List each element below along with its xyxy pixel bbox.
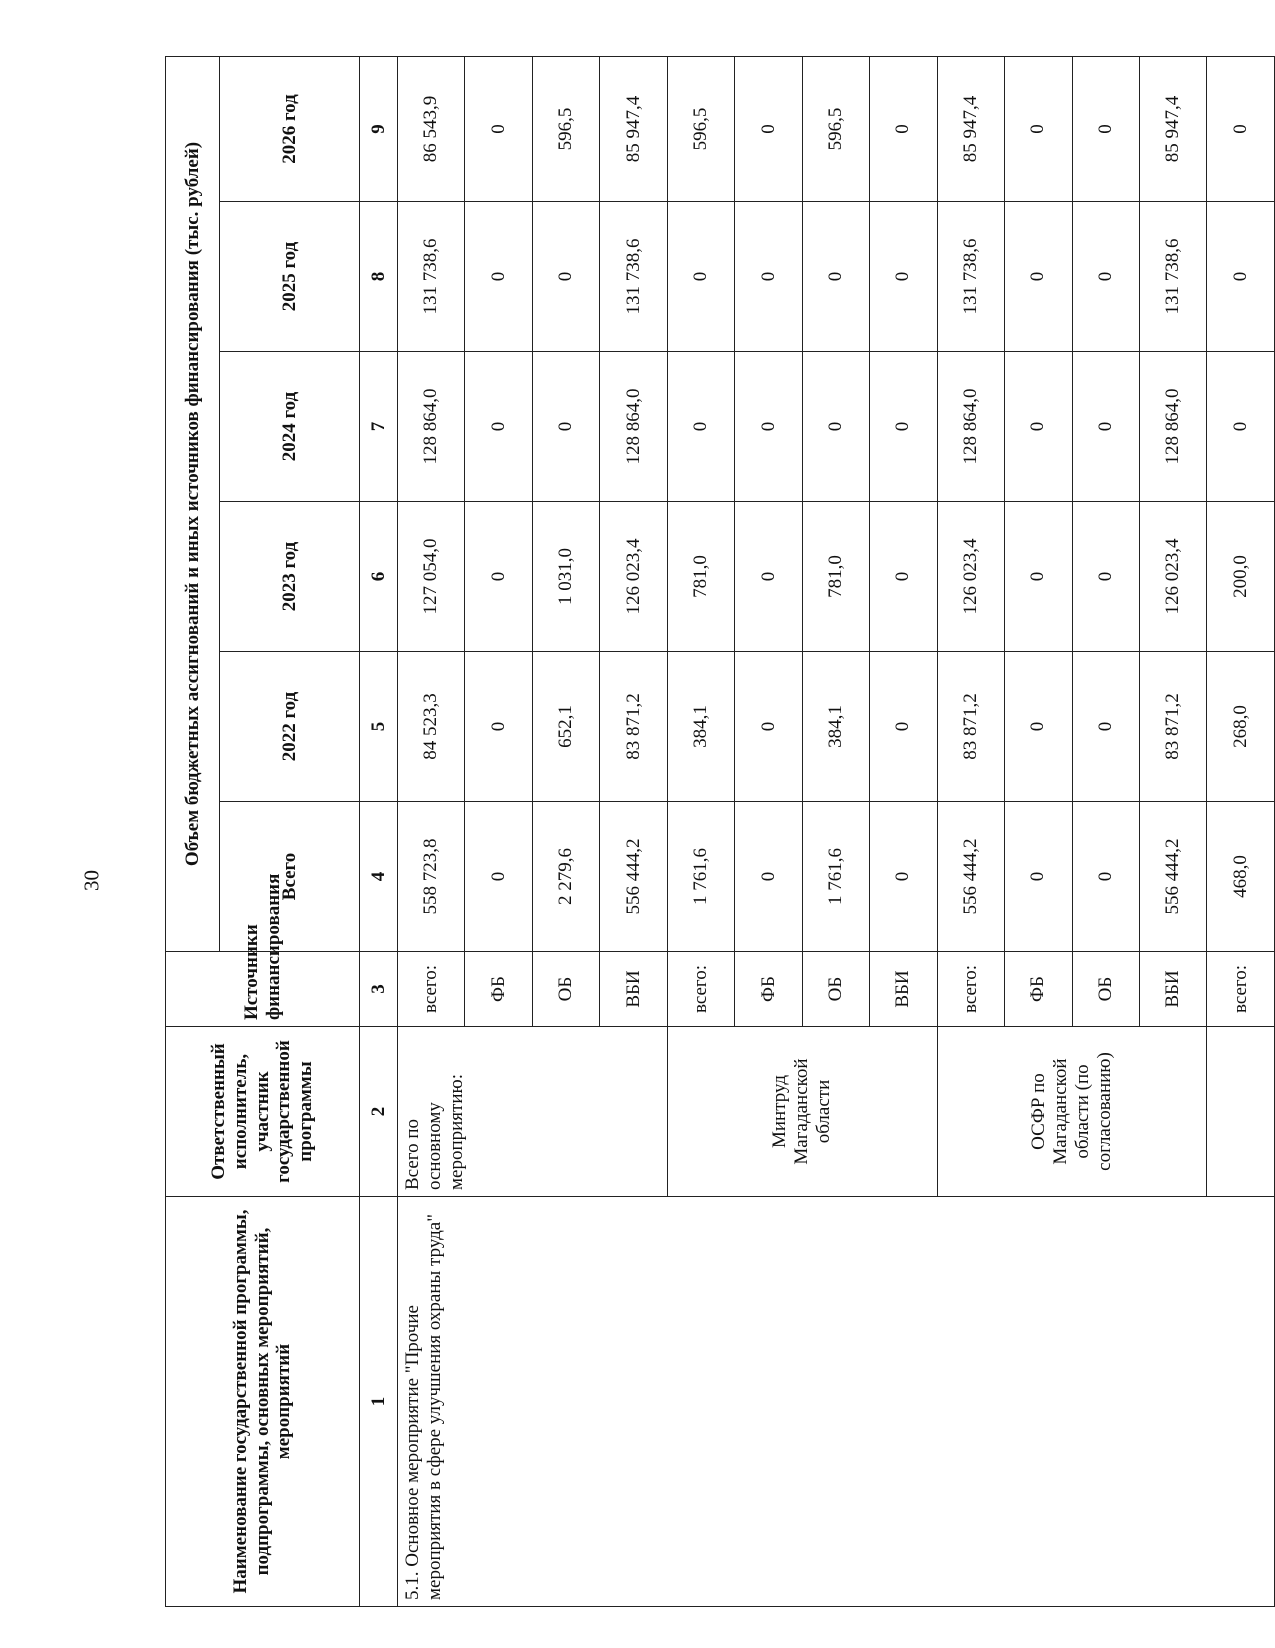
header-year-2024: 2024 год [220, 352, 360, 502]
value-cell: 83 871,2 [600, 652, 667, 802]
header-funding-volume: Объем бюджетных ассигнований и иных источников финансирования (тыс. рублей) [166, 56, 220, 951]
value-cell: 0 [870, 502, 937, 652]
col-number: 8 [360, 202, 398, 352]
financing-table [165, 56, 1275, 1607]
value-cell: 0 [465, 202, 532, 352]
column-number-row [360, 56, 398, 1606]
value-cell: 85 947,4 [1139, 56, 1206, 201]
value-cell: 0 [735, 202, 802, 352]
measure-name: 5.1. Основное мероприятие "Прочие мероприятия в сфере улучшения охраны труда" [398, 1197, 1275, 1607]
value-cell: 596,5 [667, 56, 734, 201]
source-cell: всего: [667, 952, 734, 1027]
col-number: 7 [360, 352, 398, 502]
col-number: 5 [360, 652, 398, 802]
value-cell: 0 [1207, 352, 1275, 502]
value-cell: 0 [1207, 56, 1275, 201]
value-cell: 126 023,4 [600, 502, 667, 652]
value-cell: 0 [1072, 56, 1139, 201]
value-cell: 1 031,0 [532, 502, 599, 652]
executor-cell [1207, 1027, 1275, 1197]
value-cell: 84 523,3 [398, 652, 465, 802]
value-cell: 652,1 [532, 652, 599, 802]
value-cell: 0 [1005, 352, 1072, 502]
header-funding-source: Источники финансирования [166, 952, 360, 1027]
value-cell: 384,1 [667, 652, 734, 802]
value-cell: 85 947,4 [937, 56, 1004, 201]
value-cell: 128 864,0 [398, 352, 465, 502]
value-cell: 0 [532, 352, 599, 502]
value-cell: 83 871,2 [1139, 652, 1206, 802]
value-cell: 556 444,2 [600, 802, 667, 952]
source-cell: ОБ [1072, 952, 1139, 1027]
rotated-table-container [165, 57, 1275, 1607]
value-cell: 556 444,2 [937, 802, 1004, 952]
executor-cell: Всего по основному мероприятию: [398, 1027, 668, 1197]
value-cell: 0 [1005, 502, 1072, 652]
value-cell: 781,0 [802, 502, 869, 652]
source-cell: всего: [1207, 952, 1275, 1027]
value-cell: 0 [870, 202, 937, 352]
value-cell: 0 [735, 56, 802, 201]
value-cell: 128 864,0 [937, 352, 1004, 502]
value-cell: 0 [465, 802, 532, 952]
executor-cell: ОСФР по Магаданской области (по согласованию) [937, 1027, 1207, 1197]
col-number: 1 [360, 1197, 398, 1607]
value-cell: 781,0 [667, 502, 734, 652]
value-cell: 0 [532, 202, 599, 352]
source-cell: всего: [937, 952, 1004, 1027]
value-cell: 596,5 [532, 56, 599, 201]
value-cell: 0 [465, 352, 532, 502]
value-cell: 200,0 [1207, 502, 1275, 652]
value-cell: 131 738,6 [937, 202, 1004, 352]
source-cell: ВБИ [1139, 952, 1206, 1027]
source-cell: ФБ [465, 952, 532, 1027]
header-executor: Ответственный исполнитель, участник государственной программы [166, 1027, 360, 1197]
value-cell: 0 [735, 652, 802, 802]
value-cell: 0 [1005, 652, 1072, 802]
source-cell: ВБИ [870, 952, 937, 1027]
value-cell: 0 [735, 502, 802, 652]
value-cell: 83 871,2 [937, 652, 1004, 802]
page-number: 30 [79, 870, 104, 891]
value-cell: 127 054,0 [398, 502, 465, 652]
value-cell: 0 [802, 352, 869, 502]
value-cell: 596,5 [802, 56, 869, 201]
value-cell: 131 738,6 [398, 202, 465, 352]
value-cell: 131 738,6 [1139, 202, 1206, 352]
value-cell: 128 864,0 [1139, 352, 1206, 502]
value-cell: 0 [802, 202, 869, 352]
value-cell: 556 444,2 [1139, 802, 1206, 952]
value-cell: 0 [1072, 202, 1139, 352]
table-row [398, 56, 465, 1606]
value-cell: 0 [1072, 352, 1139, 502]
value-cell: 131 738,6 [600, 202, 667, 352]
value-cell: 0 [870, 352, 937, 502]
value-cell: 0 [1207, 202, 1275, 352]
col-number: 3 [360, 952, 398, 1027]
value-cell: 1 761,6 [802, 802, 869, 952]
value-cell: 126 023,4 [1139, 502, 1206, 652]
value-cell: 85 947,4 [600, 56, 667, 201]
source-cell: всего: [398, 952, 465, 1027]
value-cell: 0 [1072, 802, 1139, 952]
value-cell: 0 [667, 352, 734, 502]
source-cell: ОБ [532, 952, 599, 1027]
header-year-2023: 2023 год [220, 502, 360, 652]
value-cell: 128 864,0 [600, 352, 667, 502]
value-cell: 0 [1005, 56, 1072, 201]
value-cell: 0 [667, 202, 734, 352]
value-cell: 0 [870, 802, 937, 952]
col-number: 9 [360, 56, 398, 201]
source-cell: ФБ [1005, 952, 1072, 1027]
value-cell: 0 [1072, 652, 1139, 802]
executor-cell: Минтруд Магаданской области [667, 1027, 937, 1197]
col-number: 6 [360, 502, 398, 652]
value-cell: 468,0 [1207, 802, 1275, 952]
value-cell: 0 [735, 802, 802, 952]
header-program-name: Наименование государственной программы, подпрограммы, основных мероприятий, мероприятий [166, 1197, 360, 1607]
value-cell: 86 543,9 [398, 56, 465, 201]
header-year-2026: 2026 год [220, 56, 360, 201]
value-cell: 0 [870, 56, 937, 201]
source-cell: ФБ [735, 952, 802, 1027]
header-year-total: Всего [220, 802, 360, 952]
value-cell: 0 [465, 56, 532, 201]
value-cell: 0 [1005, 202, 1072, 352]
value-cell: 384,1 [802, 652, 869, 802]
value-cell: 0 [1072, 502, 1139, 652]
value-cell: 558 723,8 [398, 802, 465, 952]
header-year-2022: 2022 год [220, 652, 360, 802]
header-year-2025: 2025 год [220, 202, 360, 352]
source-cell: ОБ [802, 952, 869, 1027]
value-cell: 2 279,6 [532, 802, 599, 952]
value-cell: 0 [465, 652, 532, 802]
value-cell: 126 023,4 [937, 502, 1004, 652]
value-cell: 0 [870, 652, 937, 802]
value-cell: 0 [1005, 802, 1072, 952]
value-cell: 268,0 [1207, 652, 1275, 802]
source-cell: ВБИ [600, 952, 667, 1027]
col-number: 2 [360, 1027, 398, 1197]
value-cell: 0 [465, 502, 532, 652]
col-number: 4 [360, 802, 398, 952]
value-cell: 0 [735, 352, 802, 502]
value-cell: 1 761,6 [667, 802, 734, 952]
